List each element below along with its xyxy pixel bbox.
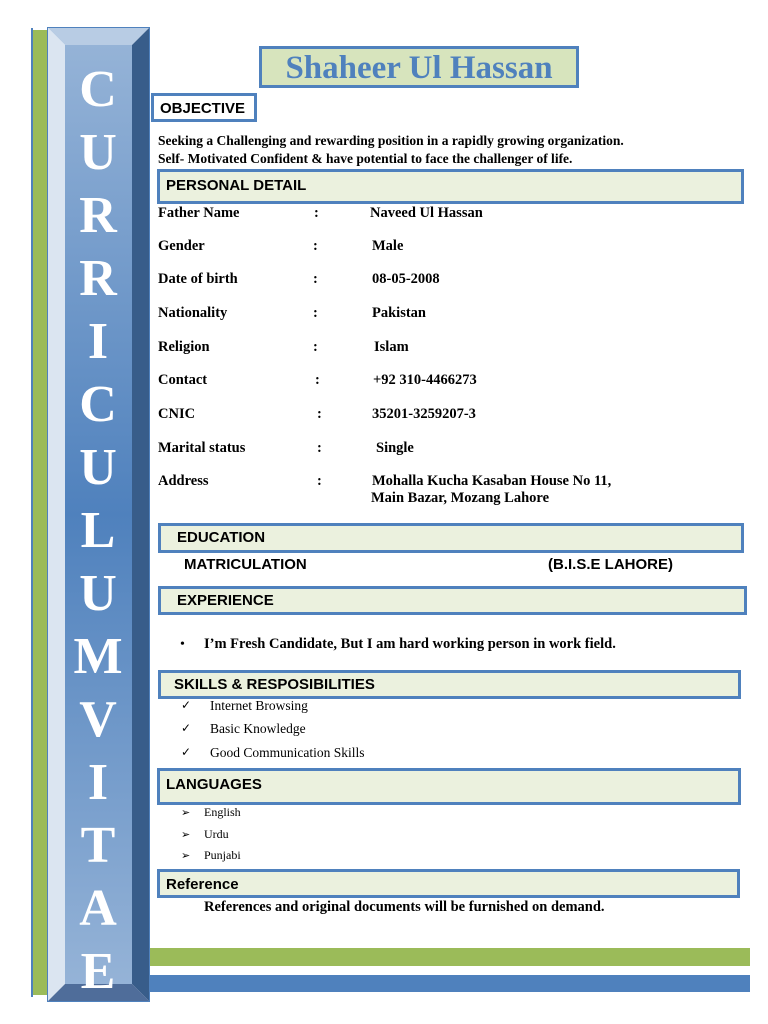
objective-heading: OBJECTIVE — [160, 100, 246, 117]
checkmark-icon: ✓ — [181, 745, 192, 759]
religion-label: Religion — [158, 339, 210, 355]
vertical-title-letter: I — [87, 313, 109, 370]
vertical-title-letter: I — [87, 754, 109, 811]
address-value-line-1: Mohalla Kucha Kasaban House No 11, — [372, 473, 612, 489]
objective-line-1: Seeking a Challenging and rewarding position in a rapidly growing organization. — [158, 133, 624, 148]
cnic-value: 35201-3259207-3 — [372, 406, 476, 422]
language-item: Urdu — [204, 827, 229, 841]
vertical-title-letter: M — [73, 628, 123, 685]
education-board: (B.I.S.E LAHORE) — [548, 556, 674, 573]
colon: : — [313, 339, 318, 355]
footer-green-bar — [150, 948, 750, 966]
colon: : — [313, 305, 318, 321]
date-of-birth-value: 08-05-2008 — [372, 271, 440, 287]
colon: : — [314, 205, 319, 221]
vertical-title-letter: C — [79, 61, 117, 118]
languages-heading-box — [157, 768, 741, 805]
footer-blue-bar — [150, 975, 750, 992]
father-name-value: Naveed Ul Hassan — [370, 205, 483, 221]
vertical-title-letter: R — [79, 250, 117, 307]
objective-line-2: Self- Motivated Confident & have potential to face the challenger of life. — [158, 151, 573, 166]
reference-heading: Reference — [166, 876, 239, 893]
vertical-title-letter: A — [79, 880, 117, 937]
colon: : — [317, 473, 322, 489]
vertical-title-letter: U — [79, 565, 117, 622]
candidate-name: Shaheer Ul Hassan — [285, 50, 553, 86]
skill-item: Internet Browsing — [210, 698, 308, 713]
vertical-title-letter: U — [79, 439, 117, 496]
objective-heading-box — [151, 93, 257, 122]
reference-heading-box — [157, 869, 740, 898]
personal-detail-heading-box — [157, 169, 744, 204]
nationality-label: Nationality — [158, 305, 228, 321]
religion-value: Islam — [374, 339, 409, 355]
contact-label: Contact — [158, 372, 208, 388]
name-title-box — [259, 46, 579, 88]
reference-text: References and original documents will be furnished on demand. — [204, 899, 605, 915]
experience-heading-box — [158, 586, 747, 615]
address-value-line-2: Main Bazar, Mozang Lahore — [371, 490, 550, 506]
education-degree: MATRICULATION — [184, 556, 307, 573]
vertical-title-letter: E — [80, 943, 116, 1000]
arrow-bullet-icon: ➢ — [181, 807, 191, 819]
languages-heading: LANGUAGES — [166, 776, 262, 793]
vertical-title-letter: V — [79, 691, 117, 748]
address-label: Address — [158, 473, 209, 489]
father-name-label: Father Name — [158, 205, 240, 221]
skills-heading-box — [158, 670, 741, 699]
vertical-title-letter: L — [80, 502, 116, 559]
cnic-label: CNIC — [158, 406, 196, 422]
education-heading-box — [158, 523, 744, 553]
gender-value: Male — [372, 238, 404, 254]
arrow-bullet-icon: ➢ — [181, 829, 191, 841]
marital-status-value: Single — [376, 440, 414, 456]
language-item: Punjabi — [204, 848, 241, 862]
vertical-title-letter: T — [80, 817, 116, 874]
gender-label: Gender — [158, 238, 205, 254]
experience-heading: EXPERIENCE — [177, 592, 274, 609]
colon: : — [313, 271, 318, 287]
bullet-dot: • — [180, 637, 185, 652]
language-item: English — [204, 805, 241, 819]
experience-item: I’m Fresh Candidate, But I am hard working person in work field. — [204, 636, 616, 652]
contact-value: +92 310-4466273 — [373, 372, 477, 388]
skill-item: Basic Knowledge — [210, 721, 306, 736]
vertical-title-letter: C — [79, 376, 117, 433]
nationality-value: Pakistan — [372, 305, 426, 321]
personal-detail-heading: PERSONAL DETAIL — [166, 177, 307, 194]
vertical-title-letter: R — [79, 187, 117, 244]
colon: : — [317, 440, 322, 456]
marital-status-label: Marital status — [158, 440, 246, 456]
checkmark-icon: ✓ — [181, 698, 192, 712]
colon: : — [317, 406, 322, 422]
colon: : — [315, 372, 320, 388]
vertical-title-letter: U — [79, 124, 117, 181]
skills-heading: SKILLS & RESPOSIBILITIES — [174, 676, 375, 693]
education-heading: EDUCATION — [177, 529, 266, 546]
colon: : — [313, 238, 318, 254]
checkmark-icon: ✓ — [181, 721, 192, 735]
date-of-birth-label: Date of birth — [158, 271, 238, 287]
skill-item: Good Communication Skills — [210, 745, 365, 760]
arrow-bullet-icon: ➢ — [181, 850, 191, 862]
curriculum-vitae-vertical-title — [65, 58, 131, 1003]
sidebar-green-strip — [33, 30, 47, 995]
